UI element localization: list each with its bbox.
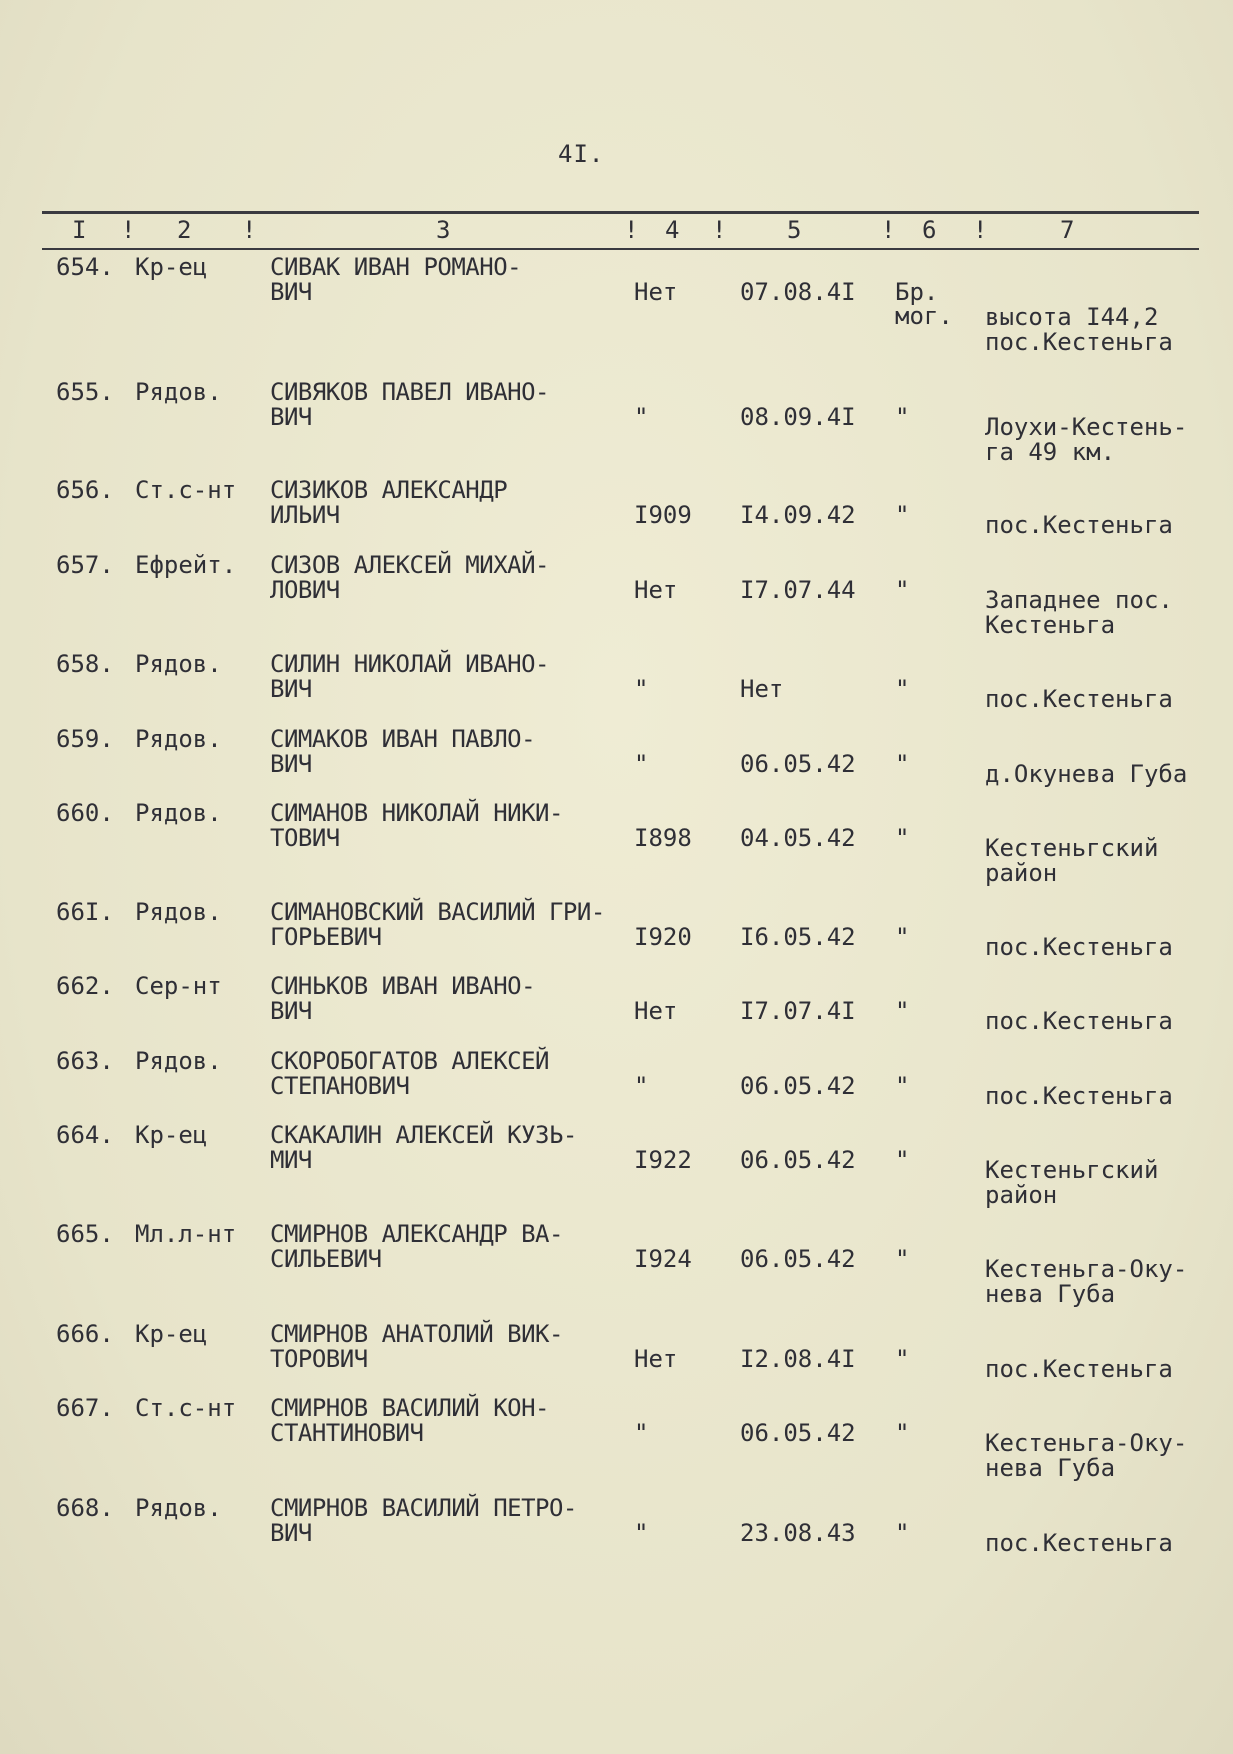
full-name <box>270 727 535 777</box>
burial-type <box>895 1421 909 1445</box>
record-number: 655. <box>56 378 114 406</box>
burial-type <box>895 578 909 602</box>
full-name-line: СМИРНОВ ВАСИЛИЙ КОН- <box>270 1394 549 1422</box>
death-date: I7.07.44 <box>740 576 856 604</box>
full-name-line: ВИЧ <box>270 403 312 431</box>
full-name-line: СМИРНОВ ВАСИЛИЙ ПЕТРО- <box>270 1494 577 1522</box>
burial-place-line: Лоухи-Кестень- <box>985 413 1188 441</box>
page-number: 4I. <box>558 140 605 168</box>
burial-place-line: Кестеньгский <box>985 834 1159 862</box>
full-name-line: ТОВИЧ <box>270 824 340 852</box>
burial-type <box>895 999 909 1023</box>
record-number: 658. <box>56 650 114 678</box>
birth-year: " <box>634 750 649 778</box>
column-header-separator: ! <box>712 216 727 244</box>
death-date: 08.09.4I <box>740 403 856 431</box>
full-name-line: СКОРОБОГАТОВ АЛЕКСЕЙ <box>270 1047 549 1075</box>
full-name-line: СТАНТИНОВИЧ <box>270 1419 424 1447</box>
burial-place-line: пос.Кестеньга <box>985 511 1173 539</box>
burial-place-line: Западнее пос. <box>985 586 1173 614</box>
full-name-line: МИЧ <box>270 1146 312 1174</box>
full-name-line: ВИЧ <box>270 278 312 306</box>
full-name <box>270 478 507 528</box>
burial-type <box>895 1247 909 1271</box>
military-rank: Мл.л-нт <box>135 1220 237 1248</box>
full-name <box>270 380 549 430</box>
birth-year: Нет <box>634 997 678 1025</box>
death-date: Нет <box>740 675 784 703</box>
birth-year: " <box>634 403 649 431</box>
column-header-row <box>0 214 1233 248</box>
full-name <box>270 1322 563 1372</box>
birth-year: I909 <box>634 501 692 529</box>
burial-type-line: " <box>895 1519 910 1547</box>
burial-place <box>985 1531 1173 1556</box>
full-name <box>270 1496 577 1546</box>
full-name-line: СИМАНОВ НИКОЛАЙ НИКИ- <box>270 799 563 827</box>
burial-place-line: га 49 км. <box>985 438 1116 466</box>
death-date: 06.05.42 <box>740 1072 856 1100</box>
death-date: 06.05.42 <box>740 1146 856 1174</box>
death-date: 06.05.42 <box>740 1245 856 1273</box>
full-name-line: СКАКАЛИН АЛЕКСЕЙ КУЗЬ- <box>270 1121 577 1149</box>
military-rank: Рядов. <box>135 898 222 926</box>
death-date: I6.05.42 <box>740 923 856 951</box>
full-name-line: СМИРНОВ АНАТОЛИЙ ВИК- <box>270 1320 563 1348</box>
death-date: 04.05.42 <box>740 824 856 852</box>
full-name <box>270 553 549 603</box>
burial-place-line: нева Губа <box>985 1280 1116 1308</box>
column-header-3: 3 <box>436 216 451 244</box>
record-number: 662. <box>56 972 114 1000</box>
military-rank: Рядов. <box>135 799 222 827</box>
record-number: 66I. <box>56 898 114 926</box>
burial-place <box>985 1357 1173 1382</box>
full-name <box>270 1123 577 1173</box>
full-name-line: ТОРОВИЧ <box>270 1345 368 1373</box>
burial-place <box>985 1084 1173 1109</box>
record-number: 656. <box>56 476 114 504</box>
burial-type-line: " <box>895 1419 910 1447</box>
death-date: 06.05.42 <box>740 750 856 778</box>
burial-type <box>895 503 909 527</box>
burial-type-line: " <box>895 1345 910 1373</box>
full-name-line: ИЛЬИЧ <box>270 501 340 529</box>
record-number: 659. <box>56 725 114 753</box>
birth-year: " <box>634 675 649 703</box>
burial-type-line: " <box>895 675 910 703</box>
full-name-line: СИВЯКОВ ПАВЕЛ ИВАНО- <box>270 378 549 406</box>
military-rank: Кр-ец <box>135 253 208 281</box>
birth-year: I922 <box>634 1146 692 1174</box>
burial-place <box>985 1158 1158 1208</box>
burial-place <box>985 1257 1187 1307</box>
burial-place-line: пос.Кестеньга <box>985 328 1173 356</box>
full-name <box>270 974 535 1024</box>
column-header-1: I <box>72 216 87 244</box>
military-rank: Сер-нт <box>135 972 222 1000</box>
burial-type-line: " <box>895 923 910 951</box>
birth-year: Нет <box>634 576 678 604</box>
full-name-line: ВИЧ <box>270 1519 312 1547</box>
burial-place-line: район <box>985 859 1058 887</box>
burial-type-line: " <box>895 997 910 1025</box>
burial-type <box>895 677 909 701</box>
birth-year: Нет <box>634 278 678 306</box>
burial-type-line: " <box>895 501 910 529</box>
full-name-line: СИЛЬЕВИЧ <box>270 1245 382 1273</box>
record-number: 665. <box>56 1220 114 1248</box>
column-header-separator: ! <box>881 216 896 244</box>
burial-type-line: мог. <box>895 302 953 330</box>
table-header-rule <box>42 248 1199 250</box>
burial-type-line: " <box>895 1072 910 1100</box>
burial-place-line: пос.Кестеньга <box>985 1007 1173 1035</box>
military-rank: Рядов. <box>135 725 222 753</box>
record-number: 657. <box>56 551 114 579</box>
burial-type <box>895 1074 909 1098</box>
burial-type-line: " <box>895 576 910 604</box>
record-number: 666. <box>56 1320 114 1348</box>
burial-place-line: д.Окунева Губа <box>985 760 1188 788</box>
full-name <box>270 900 605 950</box>
burial-place-line: пос.Кестеньга <box>985 1529 1173 1557</box>
burial-place-line: высота I44,2 <box>985 303 1159 331</box>
burial-type-line: Бр. <box>895 278 939 306</box>
record-number: 664. <box>56 1121 114 1149</box>
full-name-line: ВИЧ <box>270 750 312 778</box>
death-date: 06.05.42 <box>740 1419 856 1447</box>
military-rank: Рядов. <box>135 650 222 678</box>
full-name-line: СИЗОВ АЛЕКСЕЙ МИХАЙ- <box>270 551 549 579</box>
military-rank: Ст.с-нт <box>135 1394 237 1422</box>
burial-place-line: Кестеньга-Оку- <box>985 1429 1188 1457</box>
full-name-line: ВИЧ <box>270 675 312 703</box>
record-number: 660. <box>56 799 114 827</box>
burial-type-line: " <box>895 403 910 431</box>
burial-place <box>985 687 1173 712</box>
military-rank: Рядов. <box>135 1494 222 1522</box>
column-header-2: 2 <box>177 216 192 244</box>
full-name-line: СИНЬКОВ ИВАН ИВАНО- <box>270 972 536 1000</box>
military-rank: Кр-ец <box>135 1121 208 1149</box>
birth-year: " <box>634 1519 649 1547</box>
birth-year: " <box>634 1072 649 1100</box>
birth-year: I920 <box>634 923 692 951</box>
full-name-line: СИВАК ИВАН РОМАНО- <box>270 253 522 281</box>
burial-type-line: " <box>895 1146 910 1174</box>
burial-place-line: район <box>985 1181 1058 1209</box>
record-number: 654. <box>56 253 114 281</box>
full-name <box>270 652 549 702</box>
burial-type-line: " <box>895 1245 910 1273</box>
military-rank: Кр-ец <box>135 1320 208 1348</box>
full-name-line: ВИЧ <box>270 997 312 1025</box>
column-header-5: 5 <box>787 216 802 244</box>
full-name-line: ЛОВИЧ <box>270 576 340 604</box>
burial-type <box>895 1148 909 1172</box>
column-header-separator: ! <box>242 216 257 244</box>
burial-place-line: пос.Кестеньга <box>985 685 1173 713</box>
burial-place <box>985 1431 1187 1481</box>
full-name-line: СТЕПАНОВИЧ <box>270 1072 410 1100</box>
burial-place-line: Кестеньгский <box>985 1156 1159 1184</box>
full-name <box>270 801 563 851</box>
full-name-line: СИЗИКОВ АЛЕКСАНДР <box>270 476 508 504</box>
record-number: 667. <box>56 1394 114 1422</box>
full-name-line: СМИРНОВ АЛЕКСАНДР ВА- <box>270 1220 563 1248</box>
burial-type-line: " <box>895 750 910 778</box>
full-name-line: СИМАНОВСКИЙ ВАСИЛИЙ ГРИ- <box>270 898 605 926</box>
military-rank: Ефрейт. <box>135 551 237 579</box>
full-name <box>270 255 521 305</box>
burial-place-line: пос.Кестеньга <box>985 1355 1173 1383</box>
burial-type <box>895 405 909 429</box>
military-rank: Рядов. <box>135 1047 222 1075</box>
record-number: 668. <box>56 1494 114 1522</box>
burial-type <box>895 1347 909 1371</box>
burial-type <box>895 925 909 949</box>
birth-year: " <box>634 1419 649 1447</box>
burial-place <box>985 762 1187 787</box>
military-rank: Рядов. <box>135 378 222 406</box>
birth-year: I898 <box>634 824 692 852</box>
military-rank: Ст.с-нт <box>135 476 237 504</box>
record-number: 663. <box>56 1047 114 1075</box>
birth-year: I924 <box>634 1245 692 1273</box>
full-name-line: СИМАКОВ ИВАН ПАВЛО- <box>270 725 536 753</box>
death-date: I7.07.4I <box>740 997 856 1025</box>
death-date: 07.08.4I <box>740 278 856 306</box>
full-name-line: СИЛИН НИКОЛАЙ ИВАНО- <box>270 650 549 678</box>
burial-place-line: пос.Кестеньга <box>985 933 1173 961</box>
full-name-line: ГОРЬЕВИЧ <box>270 923 382 951</box>
burial-place-line: Кестеньга-Оку- <box>985 1255 1188 1283</box>
burial-place <box>985 935 1173 960</box>
burial-place <box>985 415 1187 465</box>
column-header-6: 6 <box>922 216 937 244</box>
column-header-separator: ! <box>973 216 988 244</box>
burial-place-line: пос.Кестеньга <box>985 1082 1173 1110</box>
burial-place-line: нева Губа <box>985 1454 1116 1482</box>
burial-place <box>985 1009 1173 1034</box>
death-date: I4.09.42 <box>740 501 856 529</box>
column-header-separator: ! <box>624 216 639 244</box>
full-name <box>270 1396 549 1446</box>
full-name <box>270 1222 563 1272</box>
burial-type <box>895 752 909 776</box>
burial-type <box>895 1521 909 1545</box>
column-header-7: 7 <box>1060 216 1075 244</box>
column-header-4: 4 <box>665 216 680 244</box>
death-date: 23.08.43 <box>740 1519 856 1547</box>
burial-type-line: " <box>895 824 910 852</box>
full-name <box>270 1049 549 1099</box>
burial-place <box>985 513 1173 538</box>
burial-type <box>895 280 953 328</box>
death-date: I2.08.4I <box>740 1345 856 1373</box>
column-header-separator: ! <box>121 216 136 244</box>
burial-place <box>985 836 1158 886</box>
birth-year: Нет <box>634 1345 678 1373</box>
burial-place <box>985 588 1173 638</box>
burial-type <box>895 826 909 850</box>
burial-place-line: Кестеньга <box>985 611 1116 639</box>
burial-place <box>985 305 1173 355</box>
